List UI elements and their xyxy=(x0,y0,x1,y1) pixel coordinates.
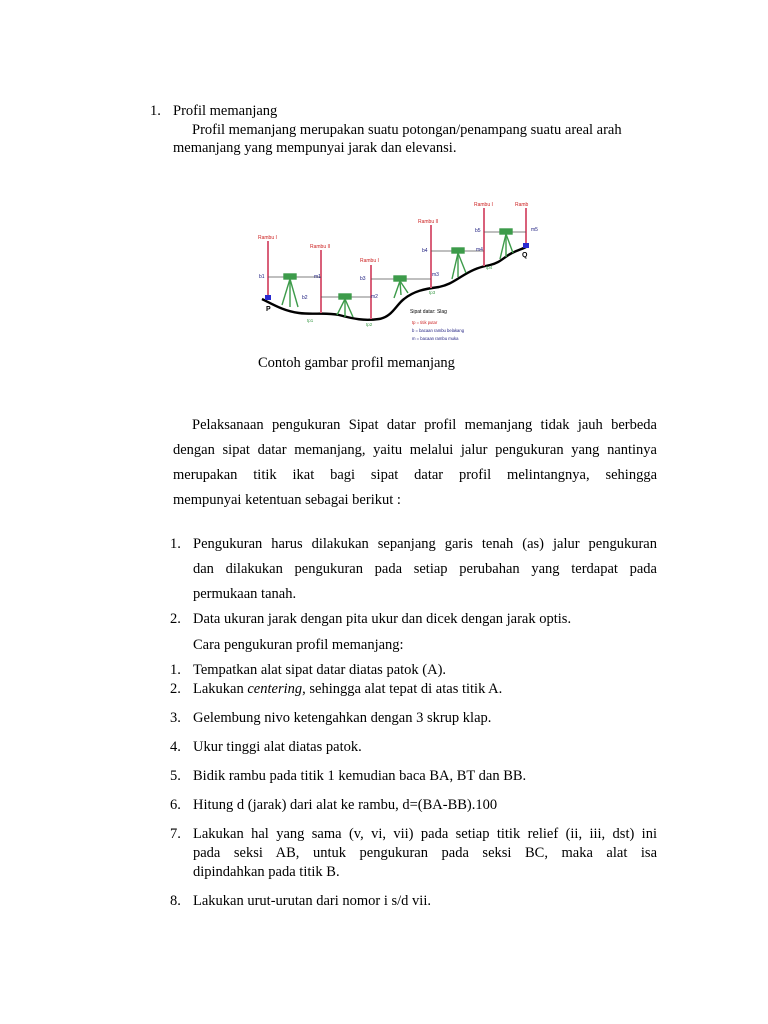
paragraph-line-1: Pelaksanaan pengukuran Sipat datar profil memanjang tidak jauh berbeda xyxy=(192,417,657,433)
label-m2: m2 xyxy=(371,294,378,300)
peg-q xyxy=(523,243,529,248)
step-2-text xyxy=(193,681,502,698)
intro-line-1: Profil memanjang merupakan suatu potongan/penampang suatu areal arah xyxy=(192,122,622,138)
instrument-2 xyxy=(337,294,353,317)
label-m4: m4 xyxy=(476,247,483,253)
step-2-pre: Lakukan xyxy=(193,681,248,697)
method-title: Cara pengukuran profil memanjang: xyxy=(193,637,404,653)
figure-caption: Contoh gambar profil memanjang xyxy=(258,355,455,371)
label-rambu-1: Rambu I xyxy=(258,235,277,241)
step-7-line-1: Lakukan hal yang sama (v, vi, vii) pada setiap titik relief (ii, iii, dst) ini xyxy=(193,826,657,842)
label-tp2: tp2 xyxy=(366,322,373,327)
profile-diagram xyxy=(254,195,544,347)
label-q: Q xyxy=(522,252,528,259)
section-title: Profil memanjang xyxy=(173,103,278,119)
profile-figure xyxy=(254,195,544,347)
instrument-1 xyxy=(282,274,298,307)
label-b3: b3 xyxy=(360,276,366,282)
rule-2-line-1: Data ukuran jarak dengan pita ukur dan dicek dengan jarak optis. xyxy=(193,611,572,627)
step-8-number: 8. xyxy=(170,893,181,909)
rule-1-line-1: Pengukuran harus dilakukan sepanjang garis tenah (as) jalur pengukuran xyxy=(193,536,657,552)
step-7-line-3: dipindahkan pada titik B. xyxy=(193,864,340,880)
label-tp3: tp3 xyxy=(429,290,436,295)
label-m5: m5 xyxy=(531,227,538,233)
rule-1-line-3: permukaan tanah. xyxy=(193,586,297,602)
label-b1: b1 xyxy=(259,274,265,280)
rule-2-number: 2. xyxy=(170,611,181,627)
step-4-text: Ukur tinggi alat diatas patok. xyxy=(193,739,362,755)
rule-1-line-2: dan dilakukan pengukuran pada setiap perubahan yang terdapat pada xyxy=(193,561,657,577)
intro-line-2: memanjang yang mempunyai jarak dan elevansi. xyxy=(173,140,457,156)
label-rambu-4: Rambu II xyxy=(418,219,439,225)
step-6-number: 6. xyxy=(170,797,181,813)
label-tp1: tp1 xyxy=(307,318,314,323)
legend-b: b = bacaan rambu belakang xyxy=(412,328,465,333)
label-m3: m3 xyxy=(432,272,439,278)
section-number: 1. xyxy=(150,103,161,119)
label-b5: b5 xyxy=(475,228,481,234)
label-rambu-6: Ramb xyxy=(515,202,529,208)
label-tp4: tp4 xyxy=(486,265,493,270)
step-7-line-2: pada seksi AB, untuk pengukuran pada seksi BC, maka alat isa xyxy=(193,845,657,861)
rule-1-number: 1. xyxy=(170,536,181,552)
label-rambu-3: Rambu I xyxy=(360,258,379,264)
step-2-post: , sehingga alat tepat di atas titik A. xyxy=(302,681,503,697)
step-3-number: 3. xyxy=(170,710,181,726)
paragraph-line-2: dengan sipat datar memanjang, yaitu melalui jalur pengukuran yang nantinya xyxy=(173,442,657,458)
instrument-3 xyxy=(394,276,408,298)
step-7-number: 7. xyxy=(170,826,181,842)
step-1-text: Tempatkan alat sipat datar diatas patok (A). xyxy=(193,662,447,678)
label-b4: b4 xyxy=(422,248,428,254)
label-p: P xyxy=(266,306,271,313)
label-rambu-2: Rambu II xyxy=(310,244,331,250)
step-2-emphasis: centering xyxy=(247,681,303,697)
label-m1: m1 xyxy=(314,274,321,280)
paragraph-line-4: mempunyai ketentuan sebagai berikut : xyxy=(173,492,401,508)
legend-title: Sipat datar: Slag xyxy=(410,309,447,315)
step-6-text: Hitung d (jarak) dari alat ke rambu, d=(BA-BB).100 xyxy=(193,797,498,813)
label-b2: b2 xyxy=(302,295,308,301)
ground-profile-line xyxy=(262,247,526,320)
label-rambu-5: Rambu I xyxy=(474,202,493,208)
legend-m: m = bacaan rambu muka xyxy=(412,336,459,341)
step-3-text: Gelembung nivo ketengahkan dengan 3 skrup klap. xyxy=(193,710,492,726)
step-2-number: 2. xyxy=(170,681,181,697)
step-1-number: 1. xyxy=(170,662,181,678)
step-4-number: 4. xyxy=(170,739,181,755)
legend-tp: tp = titik putar xyxy=(412,320,438,325)
peg-p xyxy=(265,295,271,300)
paragraph-line-3: merupakan titik ikat bagi sipat datar profil melintangnya, sehingga xyxy=(173,467,657,483)
step-5-text: Bidik rambu pada titik 1 kemudian baca BA, BT dan BB. xyxy=(193,768,527,784)
step-5-number: 5. xyxy=(170,768,181,784)
step-8-text: Lakukan urut-urutan dari nomor i s/d vii. xyxy=(193,893,431,909)
